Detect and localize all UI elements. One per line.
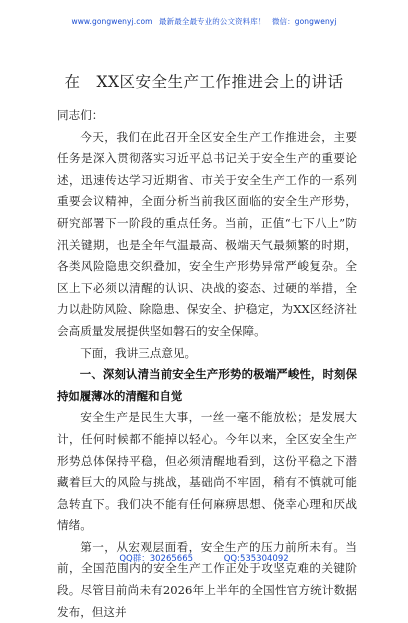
body-paragraph: 第一，从宏观层面看，安全生产的压力前所未有。当前，全国范围内的安全生产工作正处于攻坚克难的关键阶段。尽管目前尚未有2026年上半年的全国性官方统计数据发布，但这并: [57, 539, 357, 619]
outline-paragraph: 下面，我讲三点意见。: [80, 345, 197, 360]
site-url-link[interactable]: www.gongwenyj.com: [71, 17, 153, 26]
section-heading: 一、深刻认清当前安全生产形势的极端严峻性，时刻保持如履薄冰的清醒和自觉: [57, 367, 357, 403]
qq-number: QQ:535304092: [223, 554, 289, 564]
salutation: 同志们：: [57, 108, 104, 122]
wechat-id: 微信：gongwenyj: [271, 17, 337, 26]
site-slogan: 最新最全最专业的公文资料库！: [159, 17, 266, 26]
site-header-bar: [0, 16, 408, 27]
body-paragraph: 安全生产是民生大事，一丝一毫不能放松；是发展大计，任何时候都不能掉以轻心。今年以来，全区安全生产形势总体保持平稳，但必须清醒地看到，这份平稳之下潜藏着巨大的风险与挑战，基础尚不牢固，稍有不慎就可能急转直下。我们决不能有任何麻痹思想、侥幸心理和厌战情绪。: [57, 410, 357, 533]
contact-footer: [0, 552, 408, 564]
document-body: [57, 105, 357, 623]
qq-group: QQ群：30265665: [119, 554, 194, 564]
intro-paragraph: 今天，我们在此召开全区安全生产工作推进会，主要任务是深入贯彻落实习近平总书记关于安全生产的重要论述，迅速传达学习近期省、市关于安全生产工作的一系列重要会议精神，全面分析当前我区面临的安全生产形势，研究部署下一阶段的重点任务。当前，正值“七下八上”防汛关键期，也是全年气温最高、极端天气最频繁的时期，各类风险隐患交织叠加，安全生产形势异常严峻复杂。全区上下必须以清醒的认识、决战的姿态、过硬的举措，全力以赴防风险、除隐患、保安全、护稳定，为XX区经济社会高质量发展提供坚如磐石的安全保障。: [57, 129, 357, 338]
document-title: 在 XX区安全生产工作推进会上的讲话: [64, 73, 344, 91]
